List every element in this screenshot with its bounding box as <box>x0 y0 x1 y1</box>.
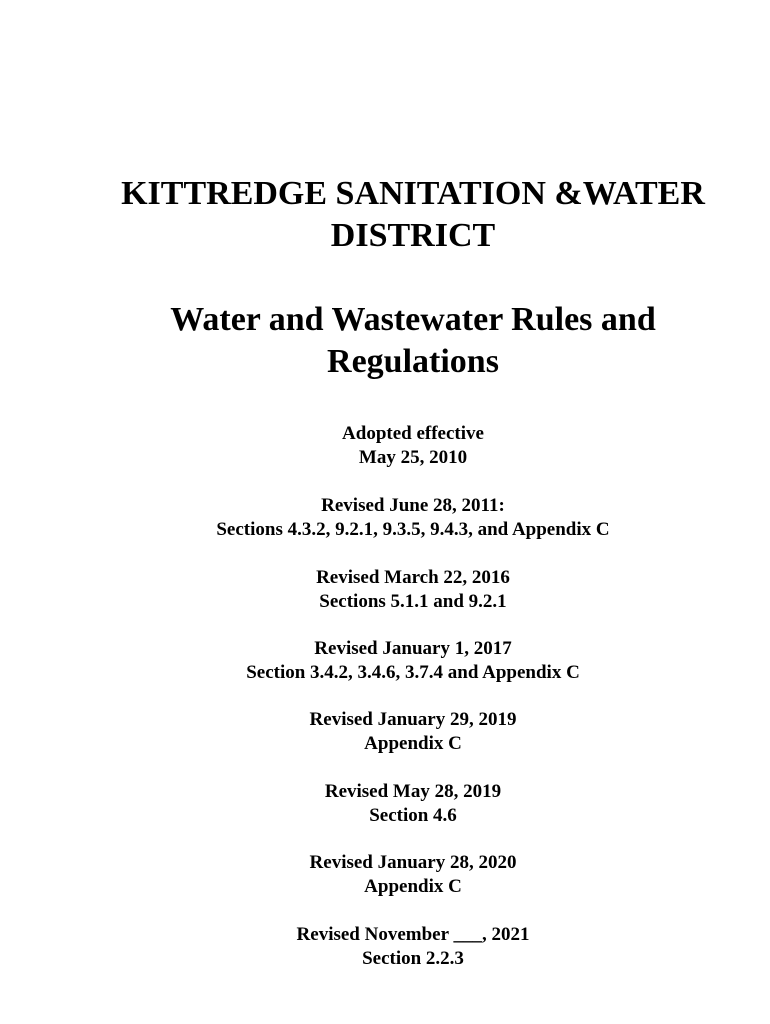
entry-detail: Section 2.2.3 <box>362 948 464 969</box>
adoption-entry <box>0 422 770 470</box>
entry-detail: Section 4.6 <box>369 805 457 826</box>
document-subtitle-line-1: Water and Wastewater Rules and <box>170 301 656 338</box>
district-title-line-2: DISTRICT <box>330 217 496 254</box>
entry-heading: Revised June 28, 2011: <box>321 495 505 516</box>
district-title-line-1: KITTREDGE SANITATION &WATER <box>121 175 705 212</box>
document-subtitle-line-2: Regulations <box>327 343 499 380</box>
entry-heading: Revised November ___, 2021 <box>296 924 530 945</box>
entry-heading: Revised March 22, 2016 <box>316 567 510 588</box>
revision-entry <box>0 566 770 614</box>
revision-entry <box>0 780 770 828</box>
entry-heading: Revised January 29, 2019 <box>309 709 517 730</box>
revision-entry <box>0 637 770 685</box>
entry-heading: Revised May 28, 2019 <box>324 781 502 802</box>
entry-detail: Appendix C <box>364 876 462 897</box>
revision-entry <box>0 494 770 542</box>
entry-detail: Section 3.4.2, 3.4.6, 3.7.4 and Appendix C <box>246 662 580 683</box>
entry-detail: May 25, 2010 <box>358 447 468 468</box>
entry-detail: Sections 5.1.1 and 9.2.1 <box>319 591 507 612</box>
revision-entry <box>0 708 770 756</box>
revision-entry <box>0 851 770 899</box>
entry-heading: Adopted effective <box>342 423 484 444</box>
entry-detail: Sections 4.3.2, 9.2.1, 9.3.5, 9.4.3, and Appendix C <box>216 519 610 540</box>
entry-detail: Appendix C <box>364 733 462 754</box>
entry-heading: Revised January 1, 2017 <box>314 638 512 659</box>
entry-heading: Revised January 28, 2020 <box>309 852 517 873</box>
revision-entry <box>0 923 770 971</box>
